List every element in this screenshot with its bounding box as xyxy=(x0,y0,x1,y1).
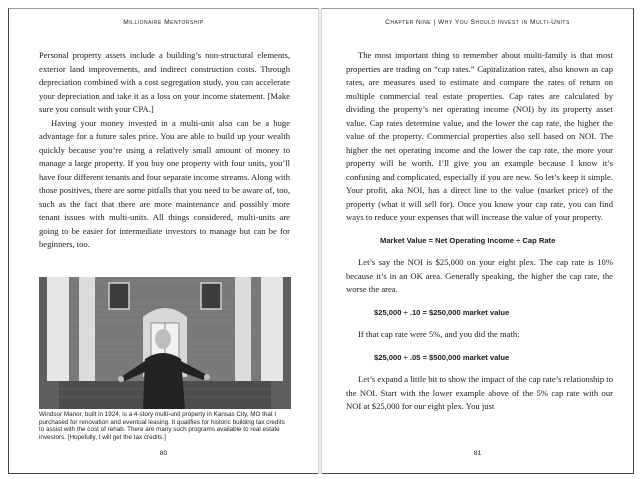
page-number: 81 xyxy=(473,450,482,457)
formula: $25,000 ÷ .10 = $250,000 market value xyxy=(374,307,510,317)
paragraph: The most important thing to remember about multi-family is that most properties are trading on “cap rates.” Capitalization rates, also known as cap rates, are measures used to estimate and compare the rates of return on multiple commercial real estate properties. Cap rates are calculated by dividing the property’s net operating income (NOI) by its property asset value. Cap rates determine value, and the lower the cap rate, the higher the value of the property. Commercial properties also sell based on NOI. The higher the net operating income and the lower the cap rate, the more your property will be worth. I’ll give you an example because I know it’s confusing and complicated, especially if you are new. So let’s keep it simple. Your profit, aka NOI, has a direct line to the value (market price) of the property (what it will sell for). Once you know your cap rate, you can find ways to reduce your expenses that will increase the value of your property. xyxy=(346,50,613,222)
photo-caption: Windsor Manor, built in 1924, is a 4-story multi-unit property in Kansas City, MO that I purchased for renovation and eventual leasing. It qualifies for historic building tax credits to assist with the cost of rehab. There are many such programs available to real estate investors. [Hopefully, I will get the tax credits.] xyxy=(39,411,285,441)
left-page xyxy=(8,8,318,474)
formula: Market Value = Net Operating Income ÷ Cap Rate xyxy=(380,235,556,245)
formula: $25,000 ÷ .05 = $500,000 market value xyxy=(374,352,510,362)
paragraph: Let’s say the NOI is $25,000 on your eight plex. The cap rate is 10% because it’s in an OK area. Generally speaking, the higher the cap rate, the worse the area. xyxy=(346,257,613,294)
paragraph: Having your money invested in a multi-unit also can be a huge advantage for a future sales price. You are able to build up your wealth quickly because you’re using a relatively small amount of money to manage a large property. If you buy one property with four units, you’ll have four different tenants and four separate income streams. Along with those positives, there are some pitfalls that you need to be aware of, too, such as the fact that there are more maintenance and possibly more tenant issues with multi-units. All things considered, multi-units are going to be easier for intermediate investors to manage but can be for beginners, too. xyxy=(39,117,290,249)
paragraph: Let’s expand a little bit to show the impact of the cap rate’s relationship to the NOI. Start with the lower example above of the 5% cap rate with our NOI at $25,000 for our eight plex. You just xyxy=(346,374,613,411)
running-head: Millionaire Mentorship xyxy=(123,19,204,26)
body-text xyxy=(346,49,613,414)
building-photo xyxy=(39,277,291,409)
right-page xyxy=(322,8,634,474)
paragraph: If that cap rate were 5%, and you did the math: xyxy=(358,329,520,339)
paragraph: Personal property assets include a building’s non-structural elements, exterior land improvements, and indirect construction costs. Through depreciation combined with a cost segregation study, you can accelerate your depreciation and take it as a loss on your income statement. [Make sure you consult with your CPA.] xyxy=(39,50,290,114)
building-photo-illustration xyxy=(39,277,291,409)
body-text xyxy=(39,49,290,252)
page-number: 80 xyxy=(159,450,168,457)
running-head: Chapter Nine | Why You Should Invest in Multi-Units xyxy=(385,19,570,26)
